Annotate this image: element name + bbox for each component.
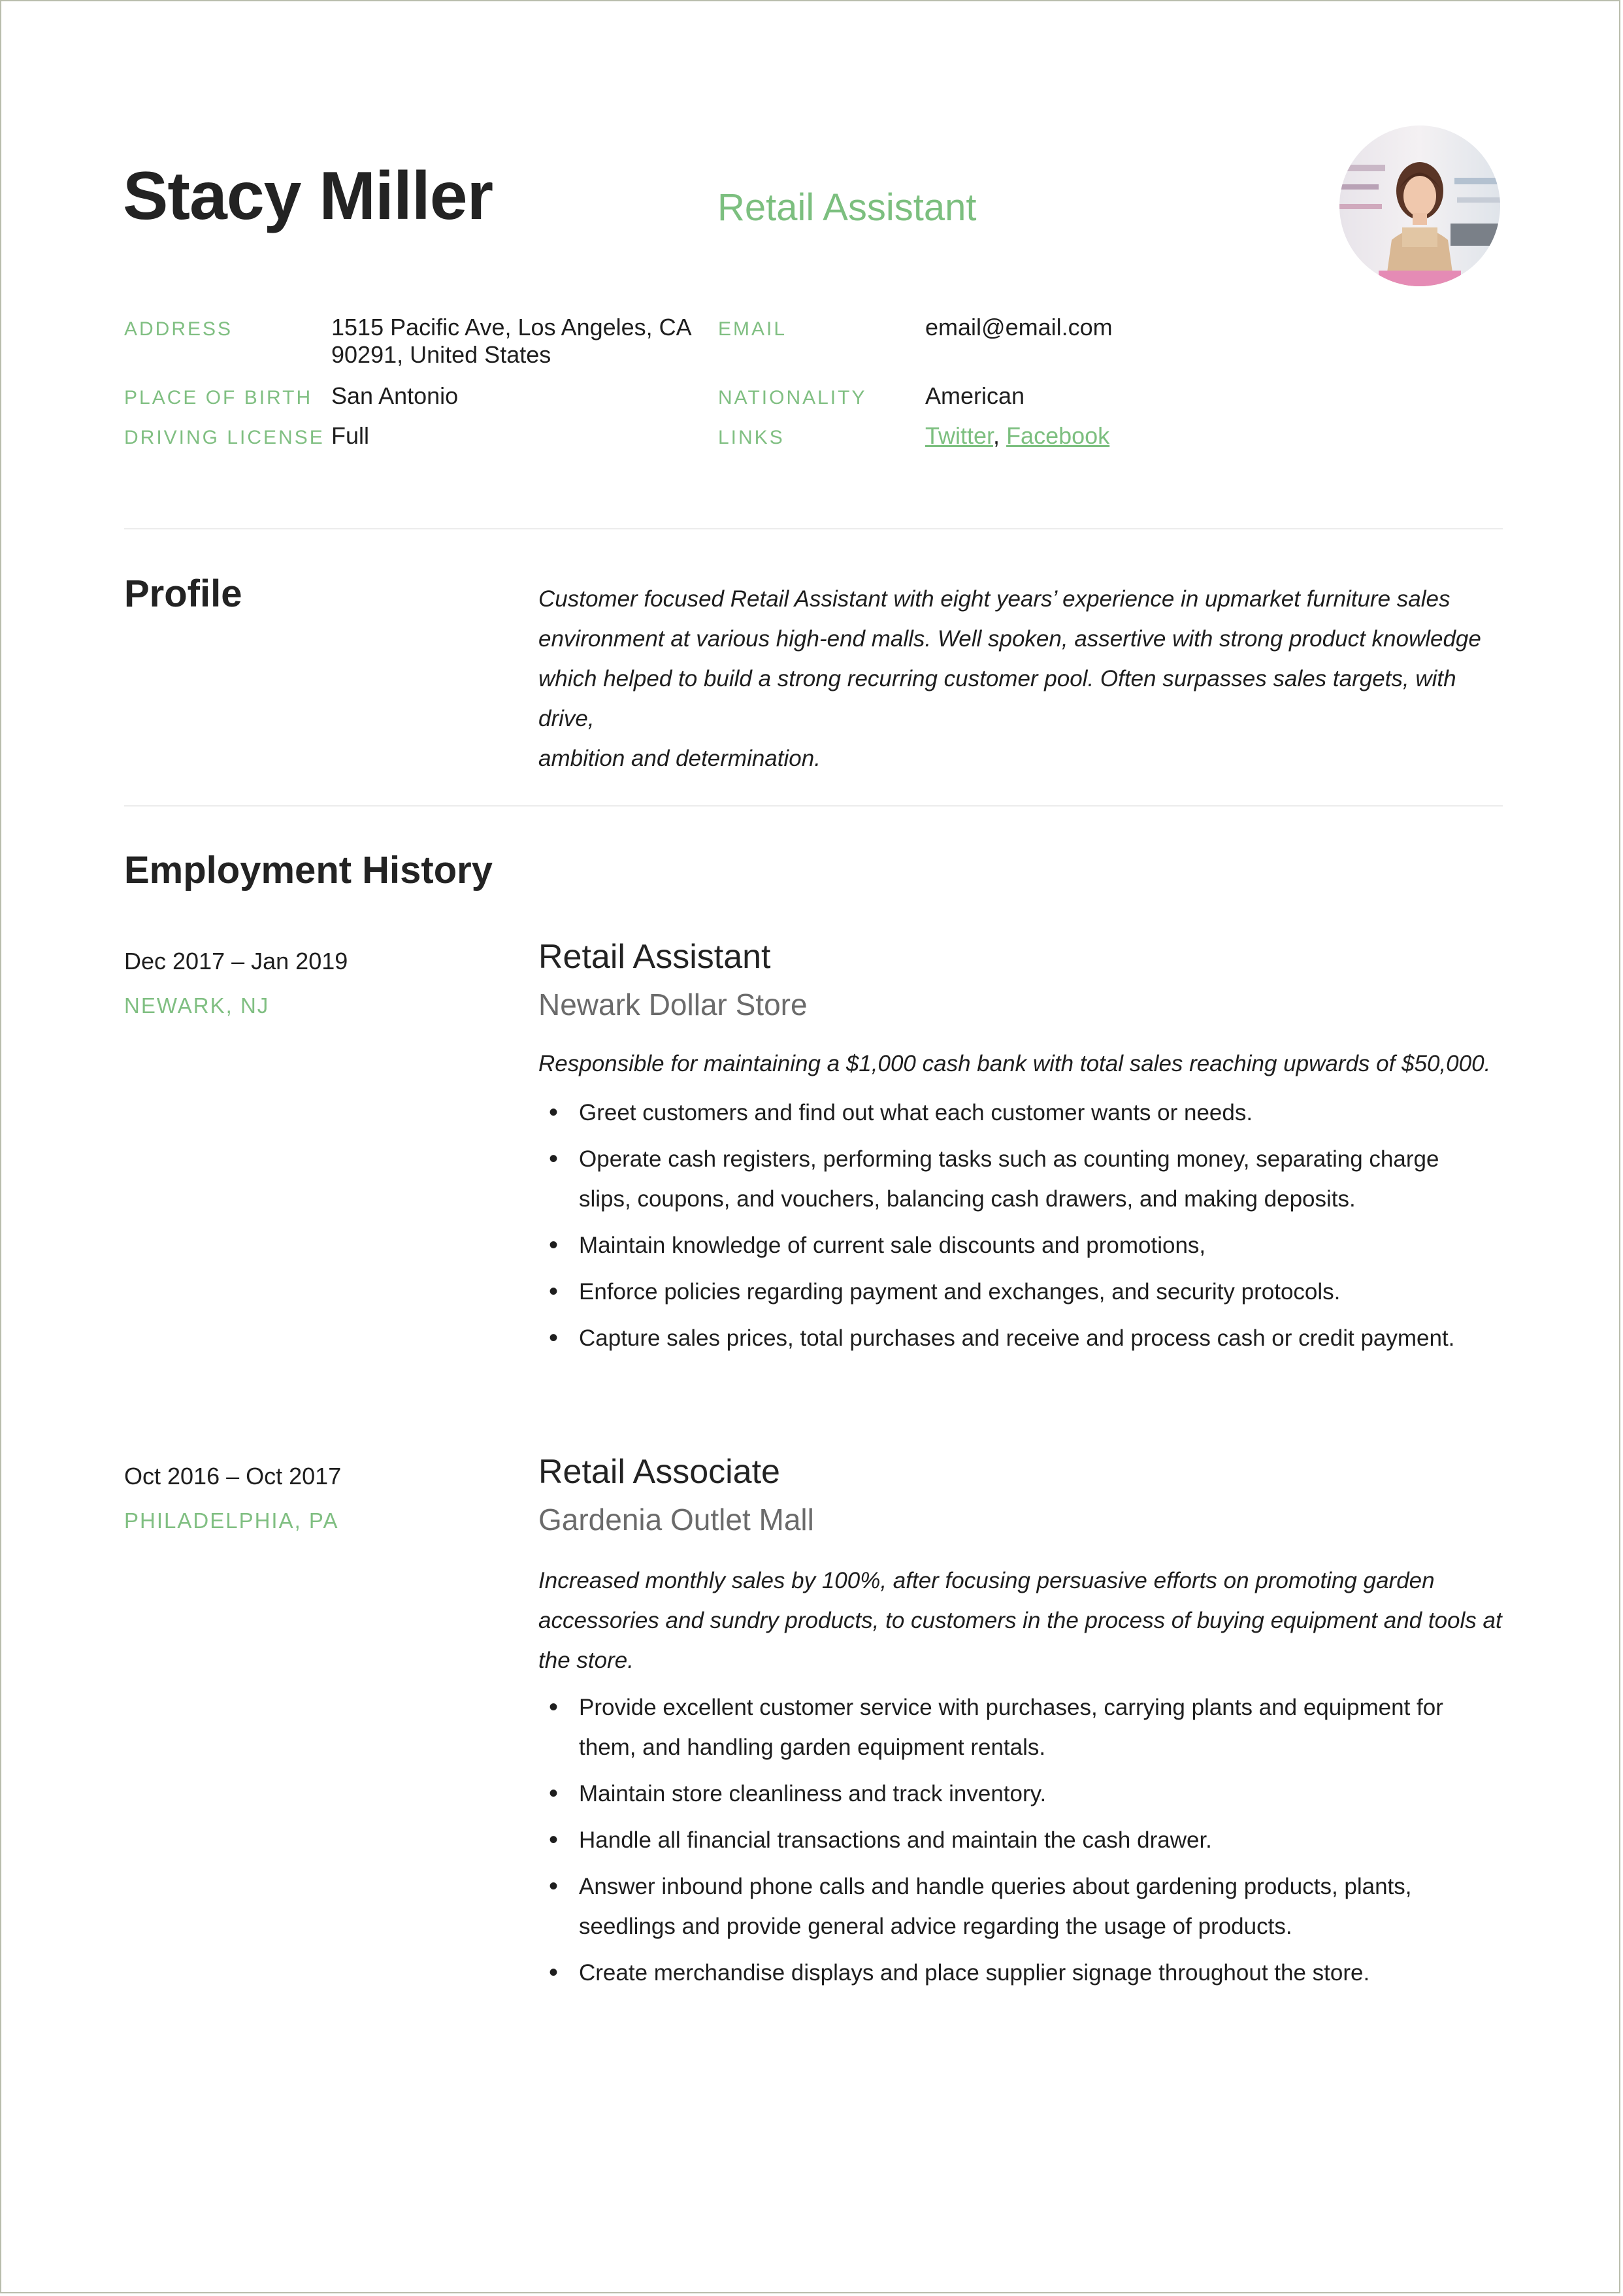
profile-line: ambition and determination. <box>538 746 821 771</box>
address-value <box>331 314 697 369</box>
job-role: Retail Assistant <box>538 938 771 976</box>
job-summary-line: Increased monthly sales by 100%, after focusing persuasive efforts on promoting garden <box>538 1568 1435 1593</box>
job-duties-list <box>538 1688 1505 1999</box>
list-item <box>538 1093 1505 1133</box>
job-role: Retail Associate <box>538 1453 780 1491</box>
birth-value: San Antonio <box>331 382 459 409</box>
nationality-label: NATIONALITY <box>718 387 867 408</box>
email-value: email@email.com <box>925 314 1113 341</box>
candidate-name: Stacy Miller <box>123 158 493 234</box>
list-item <box>538 1139 1505 1219</box>
list-item-line: • Operate cash registers, performing tasks such as counting money, separating charge <box>579 1146 1439 1172</box>
profile-line: Customer focused Retail Assistant with eight years’ experience in upmarket furniture sales <box>538 586 1451 612</box>
email-label: EMAIL <box>718 318 787 340</box>
links-value <box>925 422 1109 450</box>
list-item-line: • Greet customers and find out what each customer wants or needs. <box>579 1100 1253 1125</box>
list-item-line: • Maintain knowledge of current sale discounts and promotions, <box>579 1233 1206 1258</box>
employment-heading: Employment History <box>124 849 493 891</box>
job-summary-line: accessories and sundry products, to customers in the process of buying equipment and tools at <box>538 1608 1502 1633</box>
job-duties-list <box>538 1093 1505 1365</box>
list-item <box>538 1820 1505 1860</box>
divider <box>124 528 1503 529</box>
list-item-line: seedlings and provide general advice regarding the usage of products. <box>579 1914 1292 1939</box>
list-item-line: • Enforce policies regarding payment and exchanges, and security protocols. <box>579 1279 1341 1305</box>
list-item-line: • Provide excellent customer service with purchases, carrying plants and equipment for <box>579 1695 1443 1720</box>
links-label: LINKS <box>718 427 785 448</box>
job-summary-line: the store. <box>538 1648 634 1673</box>
job-location: PHILADELPHIA, PA <box>124 1508 339 1533</box>
links-separator: , <box>993 422 1000 449</box>
facebook-link[interactable]: Facebook <box>1006 422 1110 449</box>
address-line-2: 90291, United States <box>331 341 551 368</box>
job-summary <box>538 1561 1505 1680</box>
profile-heading: Profile <box>124 573 242 615</box>
profile-line: which helped to build a strong recurring customer pool. Often surpasses sales targets, with drive, <box>538 666 1456 731</box>
job-summary <box>538 1044 1505 1084</box>
job-dates: Oct 2016 – Oct 2017 <box>124 1463 342 1489</box>
profile-line: environment at various high-end malls. Well spoken, assertive with strong product knowledge <box>538 626 1481 652</box>
list-item <box>538 1688 1505 1767</box>
list-item <box>538 1953 1505 1993</box>
license-value: Full <box>331 422 370 449</box>
list-item <box>538 1318 1505 1358</box>
job-summary-line: Responsible for maintaining a $1,000 cash bank with total sales reaching upwards of $50,000. <box>538 1051 1491 1076</box>
nationality-value: American <box>925 382 1025 409</box>
job-dates: Dec 2017 – Jan 2019 <box>124 948 348 974</box>
profile-text <box>538 579 1505 778</box>
list-item-line: • Handle all financial transactions and maintain the cash drawer. <box>579 1827 1212 1853</box>
job-location: NEWARK, NJ <box>124 993 270 1018</box>
list-item-line: • Answer inbound phone calls and handle queries about gardening products, plants, <box>579 1874 1412 1899</box>
candidate-job-title: Retail Assistant <box>717 186 977 229</box>
person-photo-icon <box>1339 125 1500 286</box>
list-item <box>538 1225 1505 1265</box>
list-item-line: • Create merchandise displays and place supplier signage throughout the store. <box>579 1960 1370 1986</box>
list-item <box>538 1867 1505 1946</box>
list-item-line: • Maintain store cleanliness and track inventory. <box>579 1781 1047 1806</box>
job-company: Newark Dollar Store <box>538 988 808 1022</box>
list-item-line: them, and handling garden equipment rentals. <box>579 1735 1046 1760</box>
list-item <box>538 1774 1505 1814</box>
list-item-line: slips, coupons, and vouchers, balancing cash drawers, and making deposits. <box>579 1186 1356 1212</box>
list-item <box>538 1272 1505 1312</box>
birth-label: PLACE OF BIRTH <box>124 387 313 408</box>
address-line-1: 1515 Pacific Ave, Los Angeles, CA <box>331 314 692 341</box>
list-item-line: • Capture sales prices, total purchases and receive and process cash or credit payment. <box>579 1325 1455 1351</box>
license-label: DRIVING LICENSE <box>124 427 325 448</box>
twitter-link[interactable]: Twitter <box>925 422 994 449</box>
address-label: ADDRESS <box>124 318 233 340</box>
job-company: Gardenia Outlet Mall <box>538 1503 814 1537</box>
divider <box>124 805 1503 807</box>
person-photo-illustration <box>1339 125 1500 286</box>
